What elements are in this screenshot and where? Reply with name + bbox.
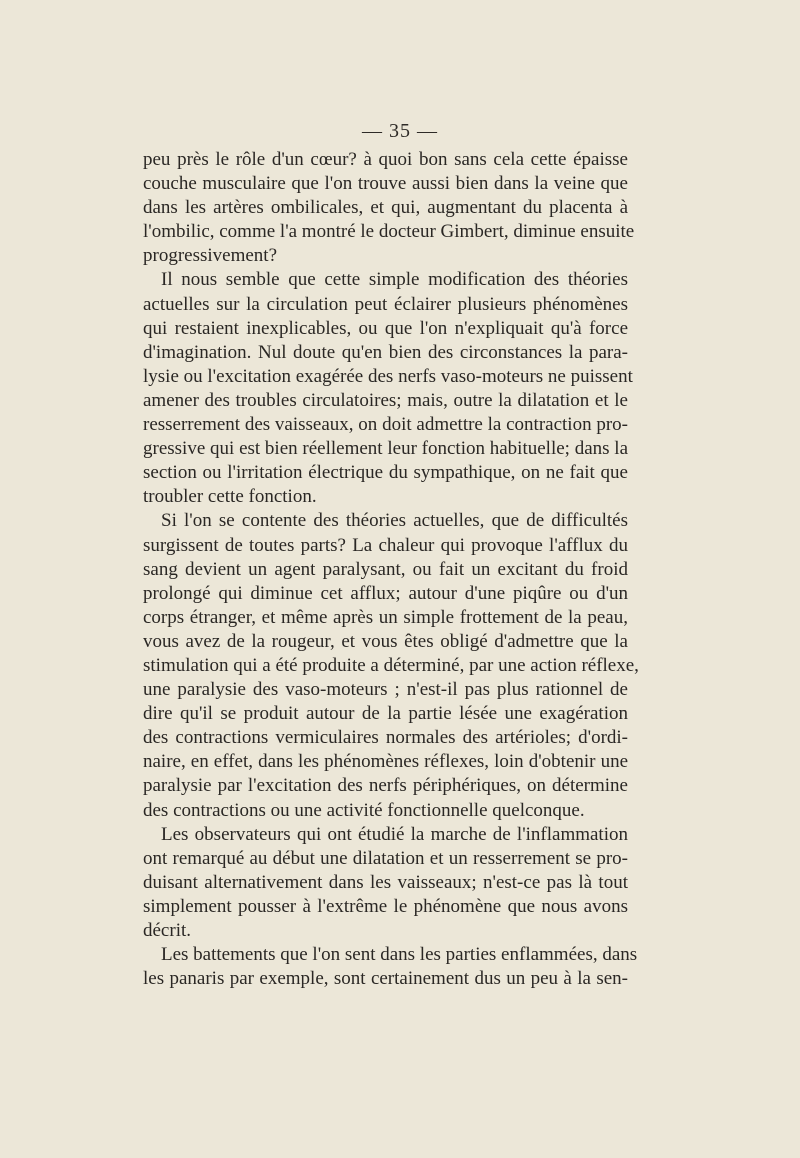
text-line: ont remarqué au début une dilatation et un resserrement se pro- <box>143 847 628 869</box>
text-line: simplement pousser à l'extrême le phénomène que nous avons <box>143 895 628 917</box>
body-text <box>143 148 639 991</box>
text-line: dans les artères ombilicales, et qui, augmentant du placenta à <box>143 197 628 219</box>
text-line: dire qu'il se produit autour de la partie lésée une exagération <box>143 703 628 725</box>
text-line: paralysie par l'excitation des nerfs périphériques, on détermine <box>143 775 628 797</box>
paragraph <box>143 823 628 943</box>
text-line: d'imagination. Nul doute qu'en bien des circonstances la para- <box>143 341 628 363</box>
paragraph <box>143 943 638 991</box>
text-line: des contractions ou une activité fonctionnelle quelconque. <box>143 799 585 821</box>
text-line: amener des troubles circulatoires; mais, outre la dilatation et le <box>143 389 628 411</box>
text-line: les panaris par exemple, sont certainement dus un peu à la sen- <box>143 968 628 990</box>
text-line: prolongé qui diminue cet afflux; autour d'une piqûre ou d'un <box>143 582 628 604</box>
text-line: qui restaient inexplicables, ou que l'on n'expliquait qu'à force <box>143 317 628 339</box>
text-line: Les battements que l'on sent dans les parties enflammées, dans <box>161 944 638 966</box>
text-line: peu près le rôle d'un cœur? à quoi bon sans cela cette épaisse <box>143 149 628 170</box>
page-number: — 35 — <box>362 120 438 142</box>
text-line: Les observateurs qui ont étudié la marche de l'inflammation <box>161 823 628 845</box>
text-line: naire, en effet, dans les phénomènes réflexes, loin d'obtenir une <box>143 751 628 773</box>
paragraph <box>143 148 635 268</box>
paragraph <box>143 268 633 509</box>
text-line: l'ombilic, comme l'a montré le docteur Gimbert, diminue ensuite <box>143 221 635 243</box>
text-line: progressivement? <box>143 245 278 267</box>
text-line: une paralysie des vaso-moteurs ; n'est-il pas plus rationnel de <box>143 679 628 701</box>
text-line: des contractions vermiculaires normales des artérioles; d'ordi- <box>143 727 628 749</box>
text-line: Si l'on se contente des théories actuelles, que de difficultés <box>161 510 628 532</box>
text-line: couche musculaire que l'on trouve aussi bien dans la veine que <box>143 173 628 195</box>
text-line: surgissent de toutes parts? La chaleur qui provoque l'afflux du <box>143 534 628 556</box>
text-line: resserrement des vaisseaux, on doit admettre la contraction pro- <box>143 414 628 436</box>
text-line: actuelles sur la circulation peut éclairer plusieurs phénomènes <box>143 293 628 315</box>
text-line: corps étranger, et même après un simple frottement de la peau, <box>143 606 628 628</box>
text-line: lysie ou l'excitation exagérée des nerfs vaso-moteurs ne puissent <box>143 365 633 387</box>
text-line: section ou l'irritation électrique du sympathique, on ne fait que <box>143 462 628 484</box>
text-line: gressive qui est bien réellement leur fonction habituelle; dans la <box>143 438 628 460</box>
text-line: stimulation qui a été produite a déterminé, par une action réflexe, <box>143 654 639 676</box>
paragraph <box>143 509 639 822</box>
text-line: sang devient un agent paralysant, ou fait un excitant du froid <box>143 558 628 580</box>
text-line: troubler cette fonction. <box>143 486 317 508</box>
text-line: vous avez de la rougeur, et vous êtes obligé d'admettre que la <box>143 630 628 652</box>
text-line: décrit. <box>143 920 192 941</box>
text-line: Il nous semble que cette simple modification des théories <box>161 269 628 291</box>
text-line: duisant alternativement dans les vaisseaux; n'est-ce pas là tout <box>143 871 628 893</box>
